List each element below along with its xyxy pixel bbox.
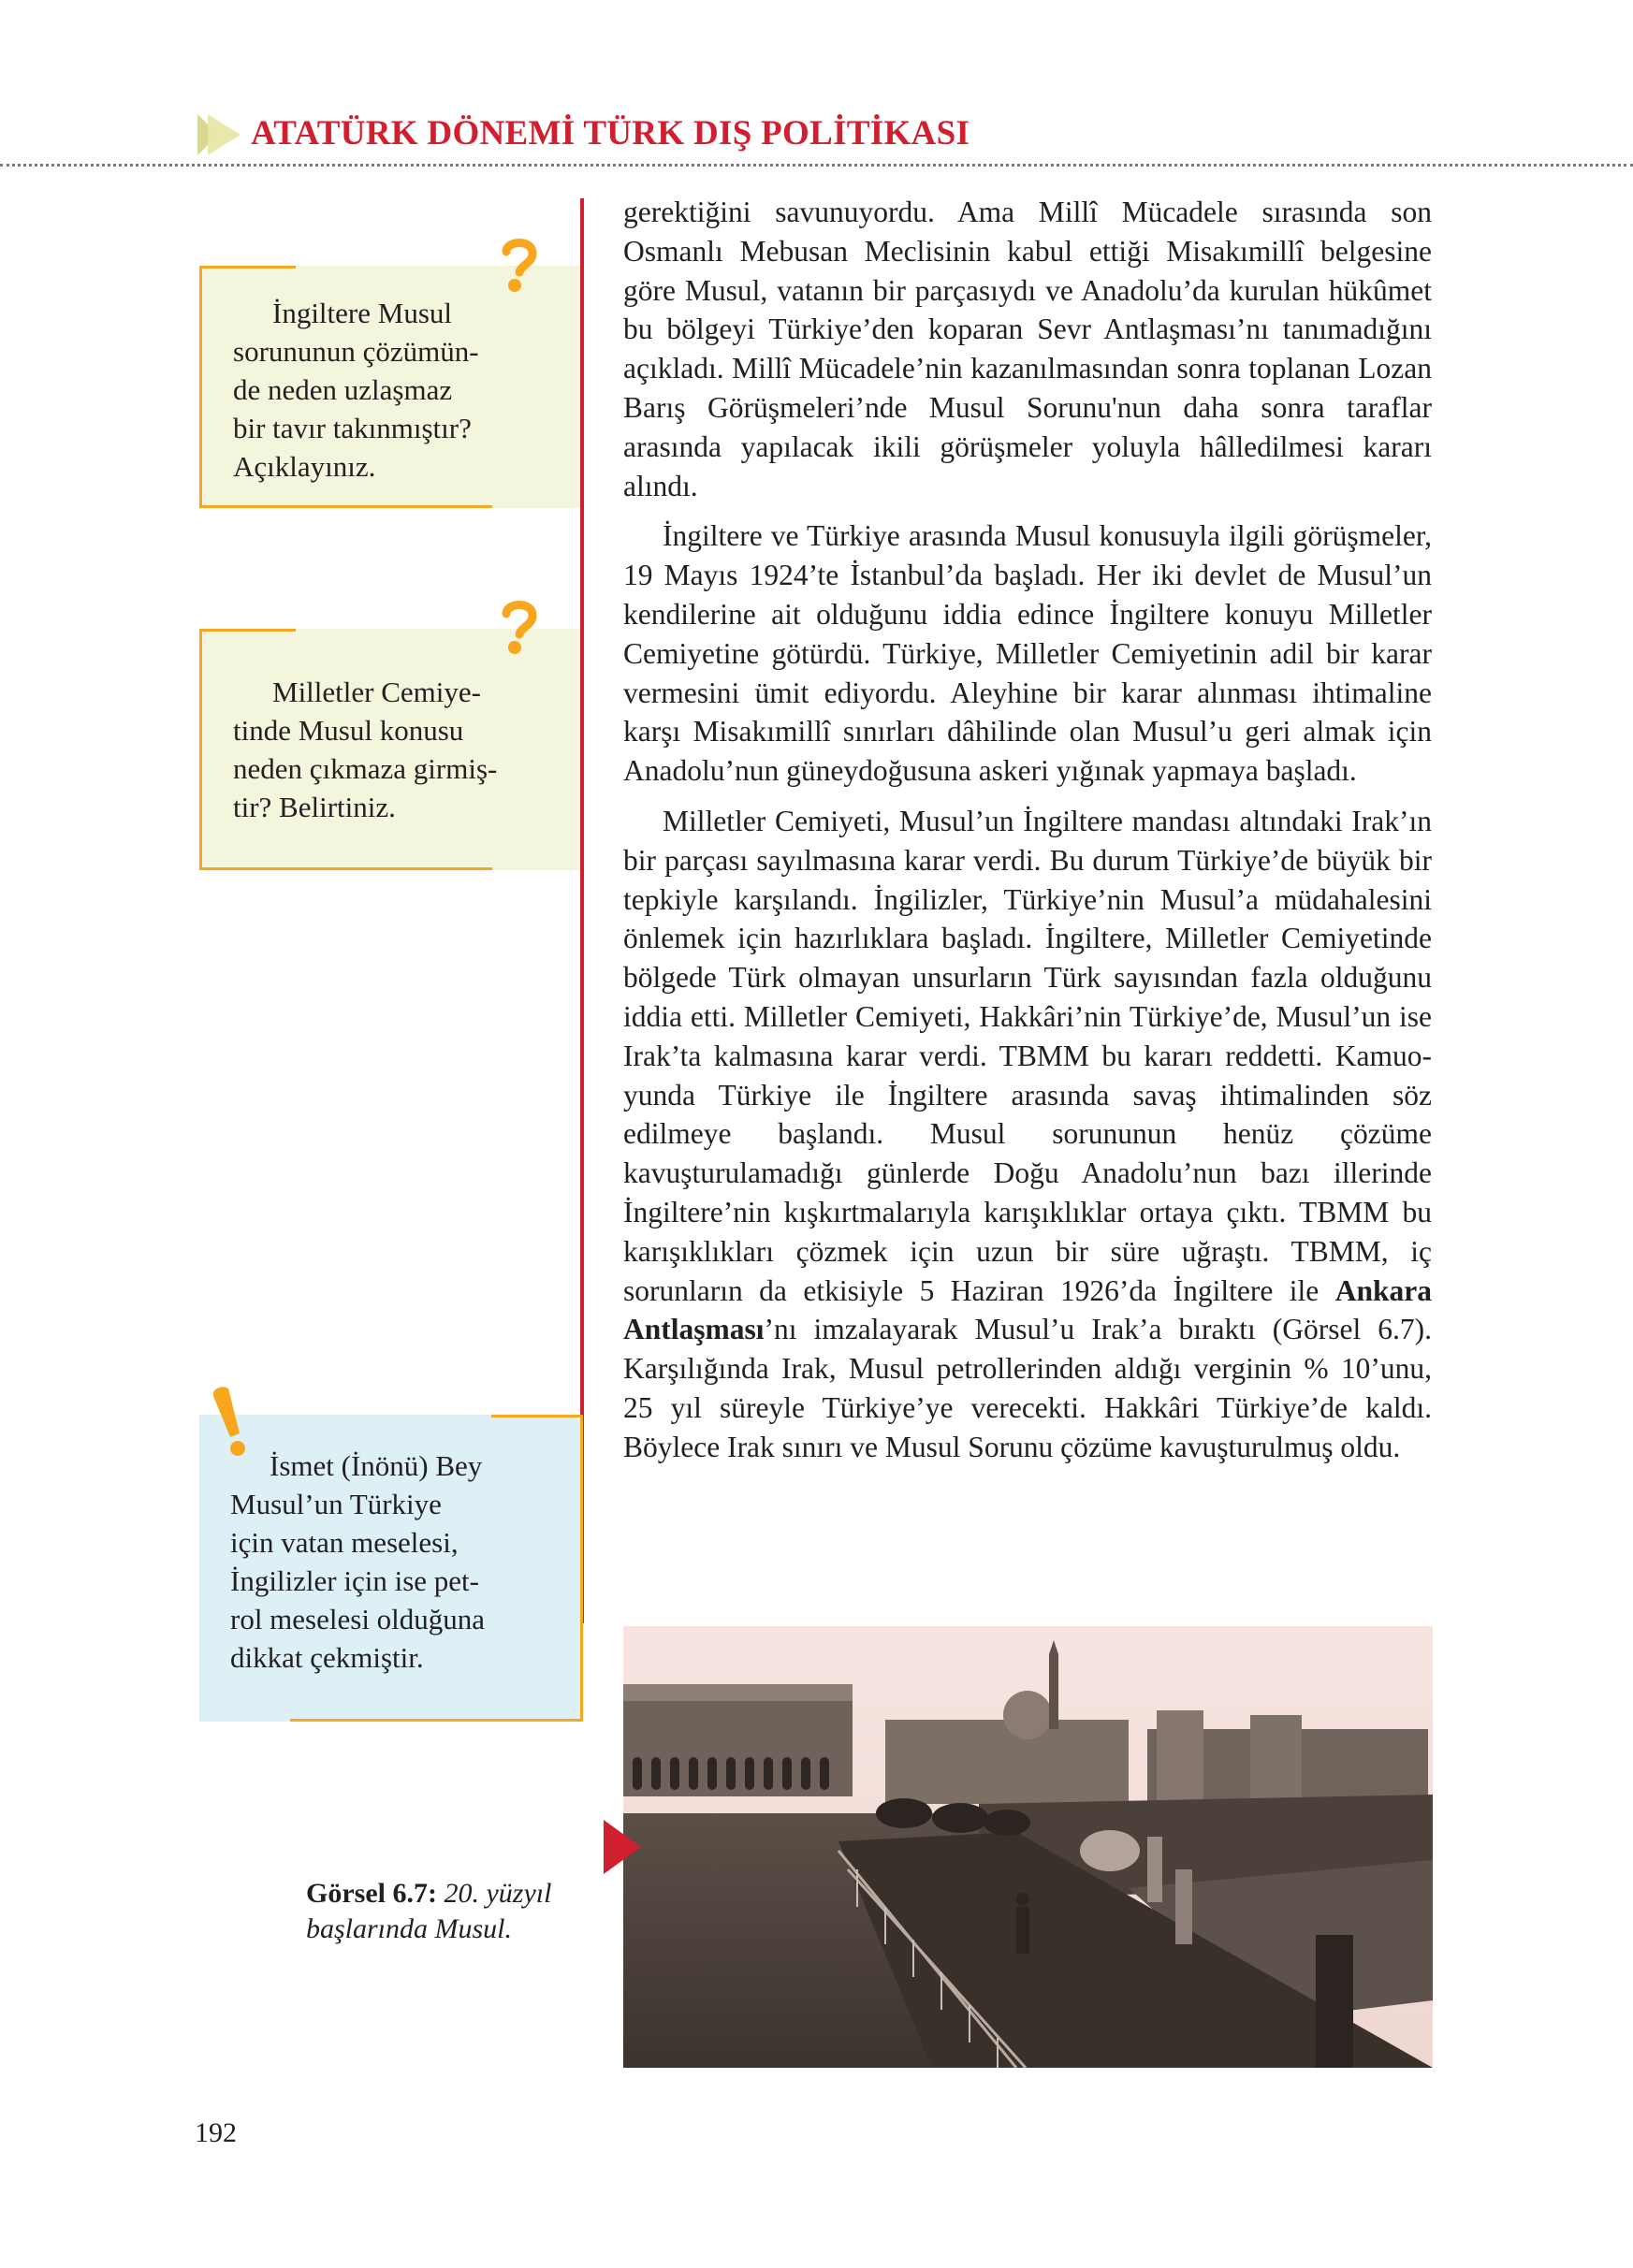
main-text-column [623, 193, 1432, 1478]
paragraph-1: gerektiğini savunuyordu. Ama Millî Mücadele sırasında son Osmanlı Mebusan Meclisinin kabul ettiği Misakımillî belgesine göre Musul, vatanın bir parçasıydı ve Anadolu’da kurulan hükûmet bu bölgeyi Türkiye’den koparan Sevr Antlaşması’nı tanımadığını açıkladı. Millî Mücadele’nin kazanılmasından sonra toplanan Lozan Barış Görüşmeleri’nde Musul Sorunu'nun daha sonra taraflar arasında yapılacak ikili görüşmeler yoluyla hâlledilmesi kararı alındı. [623, 196, 1432, 502]
exclamation-mark-icon [210, 1385, 256, 1460]
box-border-accent [290, 1719, 583, 1722]
question-line: İngiltere Musul [272, 297, 452, 329]
question-text [233, 673, 563, 826]
paragraph-3 [623, 802, 1432, 1467]
info-box [199, 1415, 583, 1722]
column-divider [580, 198, 584, 1623]
figure-pointer-icon [604, 1820, 641, 1874]
info-line: İngilizler için ise pet- [230, 1564, 479, 1597]
box-border-accent [199, 867, 492, 870]
page-number: 192 [195, 2117, 237, 2148]
question-box-1 [199, 266, 580, 508]
mosul-photo-illustration [623, 1626, 1433, 2068]
box-border-accent [199, 266, 296, 269]
paragraph-3-part-1: Milletler Cemiyeti, Musul’un İngiltere mandası altındaki Irak’ın bir parçası sayılmasına karar verdi. Bu durum Türkiye’de büyük bir tepkiyle karşılandı. İngilizler, Türkiye’nin Musul’a müdahalesini önlemek için hazırlıklara başladı. İngiltere, Milletler Cemiyetinde bölgede Türk olmayan unsurların Türk sayısından fazla olduğunu iddia etti. Milletler Cemiyeti, Hakkâri’nin Türkiye’de, Musul’un ise Irak’ta kalmasına karar verdi. TBMM bu kararı reddetti. Kamuoyunda Türkiye ile İngiltere arasında savaş ihtimalinden söz edilmeye başlandı. Musul sorununun henüz çözüme kavuşturulamadığı günlerde Doğu Anadolu’nun bazı illerinde İngiltere’nin kışkırtmalarıyla karışıklıklar ortaya çıktı. TBMM bu karışıklıkları çözmek için uzun bir süre uğraştı. TBMM, iç sorunların da etkisiyle 5 Haziran 1926’da İngiltere ile [623, 804, 1432, 1307]
question-box-2 [199, 629, 580, 870]
figure-caption-text: 20. yüzyıl başlarında Musul. [306, 1878, 552, 1944]
question-line: de neden uzlaşmaz [233, 373, 453, 406]
figure-caption [306, 1876, 615, 1947]
treaty-name: Ankara Antlaşması [623, 1273, 1432, 1346]
question-line: sorununun çözümün- [233, 335, 479, 368]
box-border-accent [199, 629, 296, 632]
info-line: rol meselesi olduğuna [230, 1603, 486, 1636]
question-line: Açıklayınız. [233, 450, 376, 483]
info-text [230, 1447, 566, 1677]
box-border-accent [491, 1415, 583, 1418]
box-border-accent [199, 505, 492, 508]
info-line: için vatan meselesi, [230, 1526, 459, 1559]
question-line: bir tavır takınmıştır? [233, 412, 472, 444]
question-text [233, 294, 563, 486]
double-arrow-icon [197, 114, 241, 155]
question-line: tir? Belirtiniz. [233, 791, 396, 823]
header-divider [0, 164, 1633, 167]
info-line: Musul’un Türkiye [230, 1488, 442, 1520]
question-mark-icon [501, 599, 538, 655]
question-line: neden çıkmaza girmiş- [233, 752, 498, 785]
mosul-photo [623, 1626, 1433, 2068]
figure-label: Görsel 6.7: [306, 1878, 437, 1909]
paragraph-2: İngiltere ve Türkiye arasında Musul konusuyla ilgili görüşmeler, 19 Mayıs 1924’te İstanbul’da başladı. Her iki devlet de Musul’un kendilerine ait olduğunu iddia edince İngiltere konuyu Milletler Cemiyetine götürdü. Türkiye, Milletler Cemiyetinin adil bir karar vermesini ümit ediyordu. Aleyhine bir karar alınması ihtimaline karşı Misakımillî sınırları dâhilinde olan Musul’u geri almak için Anadolu’nun güneydoğusuna askeri yığınak yapmaya başladı. [623, 519, 1432, 788]
question-line: tinde Musul konusu [233, 714, 464, 747]
paragraph-3-part-2: ’nı imzalayarak Musul’u Irak’a bıraktı (Görsel 6.7). Karşılığında Irak, Musul petrollerinden aldığı verginin % 10’unu, 25 yıl süreyle Türkiye’ye verecekti. Hakkâri Türkiye’de kaldı. Böylece Irak sınırı ve Musul Sorunu çözüme kavuşturulmuş oldu. [623, 1313, 1432, 1463]
chapter-title: ATATÜRK DÖNEMİ TÜRK DIŞ POLİTİKASI [251, 114, 970, 153]
question-mark-icon [501, 237, 538, 293]
box-border-accent [580, 1415, 583, 1722]
info-line: İsmet (İnönü) Bey [270, 1449, 483, 1482]
info-line: dikkat çekmiştir. [230, 1641, 424, 1674]
question-line: Milletler Cemiye- [272, 676, 481, 708]
